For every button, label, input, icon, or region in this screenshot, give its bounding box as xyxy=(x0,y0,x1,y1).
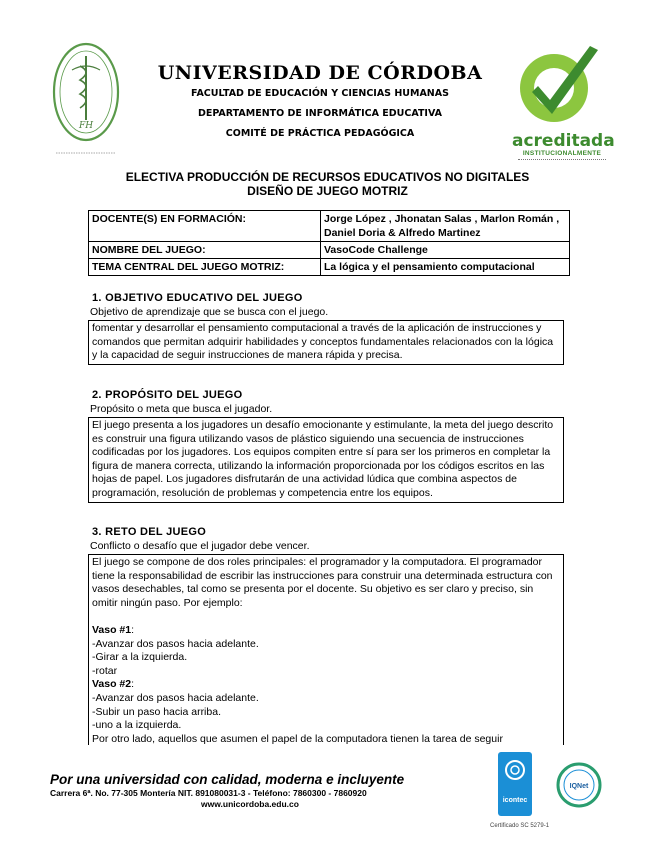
certificate-code: Certificado SC 5279-1 xyxy=(490,823,550,829)
vaso2-step: -Avanzar dos pasos hacia adelante. xyxy=(92,691,259,704)
vaso1-step: -Avanzar dos pasos hacia adelante. xyxy=(92,637,259,650)
iqnet-label: IQNet xyxy=(569,783,589,790)
challenge-subtitle: Conflicto o desafío que el jugador debe vencer. xyxy=(90,540,310,552)
purpose-subtitle: Propósito o meta que busca el jugador. xyxy=(90,403,273,415)
icontec-label: icontec xyxy=(502,797,528,804)
icontec-badge xyxy=(498,752,532,816)
accreditation-fine-print xyxy=(518,159,606,161)
document-subtitle: DISEÑO DE JUEGO MOTRIZ xyxy=(247,184,408,198)
table-value: VasoCode Challenge xyxy=(321,242,570,259)
university-seal-logo xyxy=(50,40,122,160)
objective-box xyxy=(88,320,564,365)
accreditation-brand: acreditada xyxy=(512,131,615,151)
objective-body: fomentar y desarrollar el pensamiento computacional a través de la aplicación de instrucciones y comandos que permitan adquirir habilidades y conceptos fundamentales relacionados con la lógica y la capacidad de seguir instrucciones de manera rápida y precisa. xyxy=(92,322,554,362)
footer-address: Carrera 6ª. No. 77-305 Montería NIT. 891080031-3 - Teléfono: 7860300 - 7860920 xyxy=(50,788,367,798)
challenge-closing: Por otro lado, aquellos que asumen el papel de la computadora tienen la tarea de seguir xyxy=(92,732,503,745)
checkmark-icon xyxy=(512,40,612,132)
university-name: UNIVERSIDAD DE CÓRDOBA xyxy=(157,62,483,84)
info-table xyxy=(88,210,570,276)
table-row xyxy=(89,259,570,276)
table-label: TEMA CENTRAL DEL JUEGO MOTRIZ: xyxy=(89,259,321,276)
accreditation-sub: INSTITUCIONALMENTE xyxy=(522,150,602,157)
objective-subtitle: Objetivo de aprendizaje que se busca con el juego. xyxy=(90,306,329,318)
table-value: La lógica y el pensamiento computacional xyxy=(321,259,570,276)
table-row xyxy=(89,242,570,259)
footer-website: www.unicordoba.edu.co xyxy=(201,799,299,809)
table-label: NOMBRE DEL JUEGO: xyxy=(89,242,321,259)
vaso2-step: -uno a la izquierda. xyxy=(92,719,182,732)
icontec-icon xyxy=(498,752,532,792)
table-value: Jorge López , Jhonatan Salas , Marlon Román , Daniel Doria & Alfredo Martinez xyxy=(321,211,570,242)
challenge-box: El juego se compone de dos roles principales: el programador y la computadora. El programador tiene la responsabilidad de escribir las instrucciones para construir una determinada estructura con vasos desechables, tal como se presenta por el docente. Su objetivo es ser claro y preciso, sin omitir ningún paso. Por ejemplo: Vaso #1: -Avanzar dos pasos hacia adelante. -Girar a la izquierda. -rotar Vaso #2: -Avanzar dos pasos hacia adelante. -Subir un paso hacia arriba. -uno a la izquierda. Por otro lado, aquellos que asumen el papel de la computadora tienen la tarea de seguir xyxy=(88,554,564,745)
vaso1-step: -Girar a la izquierda. xyxy=(92,651,188,664)
challenge-intro: El juego se compone de dos roles principales: el programador y la computadora. El programador tiene la responsabilidad de escribir las instrucciones para construir una determinada estructura con vasos desechables, tal como se presenta por el docente. Su objetivo es ser claro y preciso, sin omitir ningún paso. Por ejemplo: xyxy=(92,556,553,609)
purpose-box xyxy=(88,417,564,503)
purpose-heading: 2. PROPÓSITO DEL JUEGO xyxy=(92,389,243,401)
vaso2-label: Vaso #2 xyxy=(92,678,132,691)
seal-monogram: FH xyxy=(78,121,94,131)
committee-name: COMITÉ DE PRÁCTICA PEDAGÓGICA xyxy=(225,128,415,139)
document-title: ELECTIVA PRODUCCIÓN DE RECURSOS EDUCATIVOS NO DIGITALES xyxy=(125,170,530,184)
challenge-heading: 3. RETO DEL JUEGO xyxy=(92,526,207,538)
table-label: DOCENTE(S) EN FORMACIÓN: xyxy=(89,211,321,242)
vaso2-step: -Subir un paso hacia arriba. xyxy=(92,705,221,718)
accreditation-logo xyxy=(512,40,615,160)
iqnet-badge xyxy=(556,762,602,808)
purpose-body: El juego presenta a los jugadores un desafío emocionante y estimulante, la meta del juego descrito es construir una figura utilizando vasos de plástico siguiendo una secuencia de instrucciones codificadas por los jugadores. Los equipos compiten entre sí para ser los primeros en completar la figura de manera correcta, utilizando la información proporcionada por los códigos escritos en las hojas de papel. Los jugadores disfrutarán de una actividad lúdica que combina aspectos de programación, resolución de problemas y competencia entre los equipos. xyxy=(92,419,554,499)
faculty-name: FACULTAD DE EDUCACIÓN Y CIENCIAS HUMANAS xyxy=(191,88,449,99)
vaso1-label: Vaso #1 xyxy=(92,623,132,636)
department-name: DEPARTAMENTO DE INFORMÁTICA EDUCATIVA xyxy=(197,108,443,119)
table-row xyxy=(89,211,570,242)
footer-slogan: Por una universidad con calidad, moderna e incluyente xyxy=(50,772,405,787)
objective-heading: 1. OBJETIVO EDUCATIVO DEL JUEGO xyxy=(92,292,303,304)
vaso1-step: -rotar xyxy=(92,664,118,677)
